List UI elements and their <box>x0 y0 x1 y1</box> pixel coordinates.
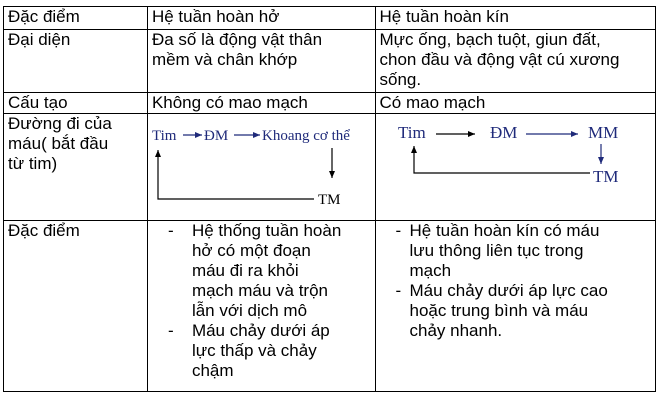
features-row <box>4 221 656 392</box>
features-closed-list <box>380 221 652 341</box>
open-circulation-diagram <box>152 114 371 218</box>
features-open <box>147 221 375 392</box>
open-artery-label: ĐM <box>203 128 229 144</box>
comparison-table <box>3 6 656 392</box>
bullet-dash: - <box>395 281 402 300</box>
open-heart-label: Tim <box>151 128 177 144</box>
list-item <box>152 221 371 321</box>
bullet-dash: - <box>167 221 174 240</box>
pathway-row <box>4 114 656 221</box>
features-open-list <box>152 221 371 381</box>
representative-closed: Mực ống, bạch tuột, giun đất, chon đầu và động vật cú xương sống. <box>375 30 656 93</box>
pathway-closed-cell <box>375 114 656 221</box>
features-closed-item-2: Máu chảy dưới áp lực cao hoặc trung bình và máu chảy nhanh. <box>409 281 608 340</box>
features-label: Đặc điểm <box>4 221 148 392</box>
features-closed-item-1: Hệ tuần hoàn kín có máu lưu thông liên tục trong mạch <box>409 221 600 280</box>
list-item <box>152 321 371 381</box>
closed-circulation-svg <box>380 114 636 218</box>
structure-label: Cấu tạo <box>4 93 148 114</box>
header-open-system: Hệ tuần hoàn hở <box>147 7 375 30</box>
header-feature: Đặc điểm <box>4 7 148 30</box>
representative-row <box>4 30 656 93</box>
open-circulation-svg <box>152 114 358 218</box>
list-item <box>380 221 652 281</box>
closed-arrow-vein-heart <box>414 146 590 173</box>
open-cavity-label: Khoang cơ thể <box>261 128 350 144</box>
representative-label: Đại diện <box>4 30 148 93</box>
closed-heart-label: Tim <box>397 123 426 142</box>
closed-vein-label: TM <box>592 167 618 186</box>
closed-capillary-label: MM <box>587 123 618 142</box>
header-closed-system: Hệ tuần hoàn kín <box>375 7 656 30</box>
bullet-dash: - <box>395 221 402 240</box>
structure-open: Không có mao mạch <box>147 93 375 114</box>
features-open-item-1: Hệ thống tuần hoàn hở có một đoạn máu đi ra khỏi mạch máu và trộn lẫn với dịch mô <box>191 221 342 320</box>
representative-open: Đa số là động vật thân mềm và chân khớp <box>147 30 375 93</box>
structure-row <box>4 93 656 114</box>
pathway-label: Đường đi của máu( bắt đầu từ tim) <box>4 114 148 221</box>
pathway-open-cell <box>147 114 375 221</box>
closed-circulation-diagram <box>380 114 652 218</box>
list-item <box>380 281 652 341</box>
features-open-item-2: Máu chảy dưới áp lực thấp và chảy chậm <box>191 321 330 380</box>
structure-closed: Có mao mạch <box>375 93 656 114</box>
features-closed <box>375 221 656 392</box>
bullet-dash: - <box>167 321 174 340</box>
open-vein-label: TM <box>317 192 341 208</box>
open-arrow-vein-heart <box>158 150 314 199</box>
header-row <box>4 7 656 30</box>
closed-artery-label: ĐM <box>489 123 517 142</box>
